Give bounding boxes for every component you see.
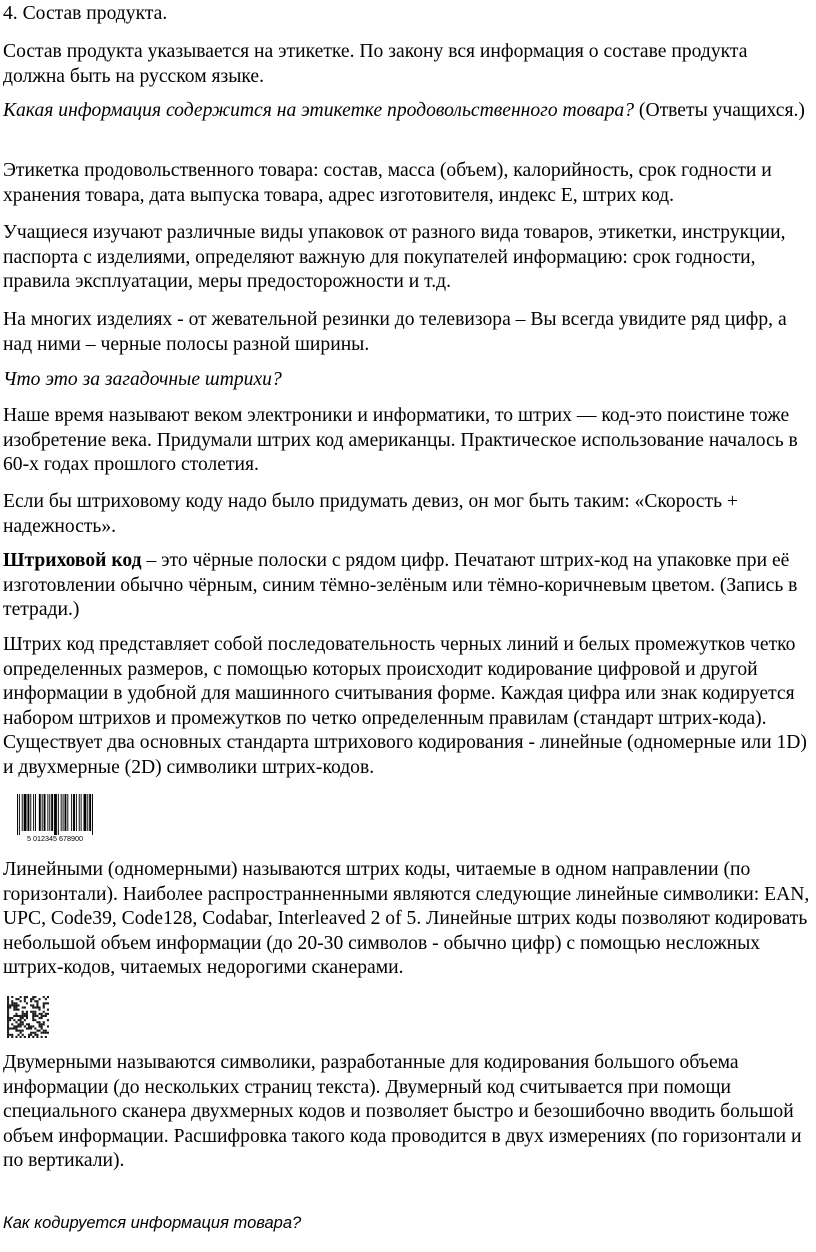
paragraph-2d-codes: Двумерными называются символики, разработанные для кодирования большого объема информации (до нескольких страниц текста). Двумерный код считывается при помощи специального сканера двухмерных кодов и позволяет быстро и безошибочно вводить большой объем информации. Расшифровка такого кода проводится в двух измерениях (по горизонтали и по вертикали). xyxy=(3,1052,802,1171)
paragraph-question xyxy=(3,99,805,124)
question-note: (Ответы учащихся.) xyxy=(634,100,805,121)
paragraph-definition xyxy=(3,549,813,623)
paragraph-motto: Если бы штриховому коду надо было придумать девиз, он мог быть таким: «Скорость + надежность». xyxy=(3,491,738,537)
paragraph-stripes: На многих изделиях - от жевательной резинки до телевизора – Вы всегда увидите ряд цифр, а над ними – черные полосы разной ширины. xyxy=(3,309,787,355)
paragraph-barcode-description: Штрих код представляет собой последовательность черных линий и белых промежутков четко определенных размеров, с помощью которых происходит кодирование цифровой и другой информации в удобной для машинного считывания форме. Каждая цифра или знак кодируется набором штрихов и промежутков по четко определенным правилам (стандарт штрих-кода). Существует два основных стандарта штрихового кодирования - линейные (одномерные или 1D) и двухмерные (2D) символики штрих-кодов. xyxy=(3,634,807,778)
barcode-image xyxy=(9,793,101,843)
paragraph-label-contents: Этикетка продовольственного товара: состав, масса (объем), калорийность, срок годности и хранения товара, дата выпуска товара, адрес изготовителя, индекс Е, штрих код. xyxy=(3,160,772,206)
definition-text: – это чёрные полоски с рядом цифр. Печатают штрих-код на упаковке при её изготовлении обычно чёрным, синим тёмно-зелёным или тёмно-коричневым цветом. (Запись в тетради.) xyxy=(3,550,798,620)
paragraph-linear-codes: Линейными (одномерными) называются штрих коды, читаемые в одном направлении (по горизонтали). Наиболее распространненными являются следующие линейные символики: EAN, UPC, Code39, Code128, Codabar, Interleaved 2 of 5. Линейные штрих коды позволяют кодировать небольшой объем информации (до 20-30 символов - обычно цифр) с помощью несложных штрих-кодов, читаемых недорогими сканерами. xyxy=(3,859,810,978)
question-text: Какая информация содержится на этикетке продовольственного товара? xyxy=(3,100,635,121)
paragraph-history: Наше время называют веком электроники и информатики, то штрих — код-это поистине тоже изобретение века. Придумали штрих код американцы. Практическое использование началось в 60-х годах прошлого столетия. xyxy=(3,405,798,475)
2d-code-image xyxy=(7,996,49,1038)
paragraph-mystery-question: Что это за загадочные штрихи? xyxy=(3,369,282,390)
paragraph-encoding-question: Как кодируется информация товара? xyxy=(3,1214,302,1232)
definition-term: Штриховой код xyxy=(3,550,142,571)
barcode-digits: 5 012345 678900 xyxy=(27,834,83,843)
barcode-bars xyxy=(17,794,93,835)
paragraph-composition: Состав продукта указывается на этикетке. По закону вся информация о составе продукта должна быть на русском языке. xyxy=(3,41,748,87)
paragraph-packaging: Учащиеся изучают различные виды упаковок от разного вида товаров, этикетки, инструкции, паспорта с изделиями, определяют важную для покупателей информацию: срок годности, правила эксплуатации, меры предосторожности и т.д. xyxy=(3,222,786,292)
section-title: 4. Состав продукта. xyxy=(3,3,168,24)
